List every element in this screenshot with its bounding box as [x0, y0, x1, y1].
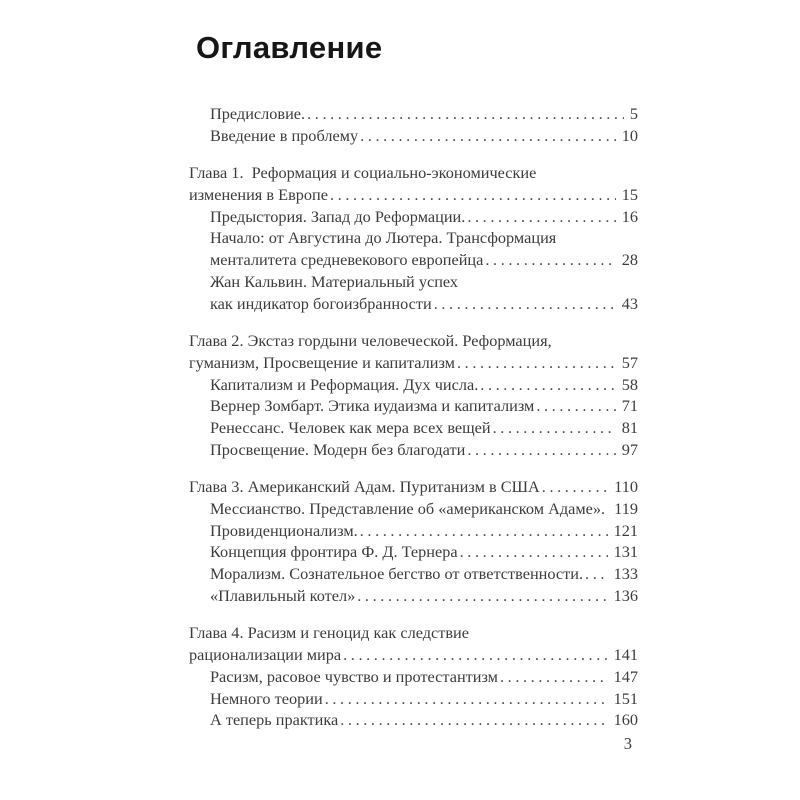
toc-page-number: 141: [613, 645, 638, 665]
toc-entry: [189, 227, 638, 249]
toc-entry-text: Мессианство. Представление об «американском Адаме».: [210, 499, 606, 518]
toc-entry-text: А теперь практика: [210, 710, 339, 730]
toc-entry-text: Предыстория. Запад до Реформации.: [210, 206, 466, 226]
toc-entry: [189, 585, 638, 607]
toc-entry: [189, 688, 638, 710]
toc-entry-text: Глава 3. Американский Адам. Пуританизм в США: [189, 477, 540, 497]
toc-entry: [189, 520, 638, 542]
toc-entry: [189, 352, 638, 374]
toc-entry: [189, 498, 638, 520]
toc-entry-text: Концепция фронтира Ф. Д. Тернера: [210, 542, 458, 562]
toc-entry-text: Немного теории: [210, 688, 323, 708]
toc-entry: [189, 666, 638, 688]
toc-page-number: 57: [621, 352, 638, 372]
toc-entry-text: Глава 1. Реформация и социально-экономические: [189, 163, 537, 183]
page-title: Оглавление: [196, 30, 383, 65]
toc-page-number: 133: [613, 564, 638, 584]
toc-entry: [189, 622, 638, 644]
toc-entry: [189, 206, 638, 228]
dot-leader: [360, 125, 616, 147]
toc-page-number: 58: [621, 374, 638, 394]
toc-page-number: 43: [621, 293, 638, 313]
dot-leader: [457, 352, 616, 374]
toc-page-number: 5: [629, 104, 638, 123]
dot-leader: [467, 206, 615, 228]
toc-entry-text: Предисловие.: [210, 104, 306, 123]
dot-leader: [343, 644, 607, 666]
dot-leader: [467, 439, 615, 461]
toc-page-number: 151: [613, 688, 638, 708]
toc-page-number: 16: [621, 206, 638, 226]
dot-leader: [325, 688, 608, 710]
toc-page-number: 15: [621, 185, 638, 205]
toc-group: [189, 103, 638, 146]
toc-group: [189, 330, 638, 460]
toc-entry: [189, 162, 638, 184]
dot-leader: [330, 184, 616, 206]
toc-entry: [189, 103, 638, 125]
toc-entry: [189, 541, 638, 563]
toc-entry-text: рационализации мира: [189, 645, 342, 665]
toc-group: [189, 622, 638, 730]
toc-page-number: 160: [613, 710, 638, 730]
dot-leader: [357, 585, 607, 607]
toc-entry-text: гуманизм, Просвещение и капитализм: [189, 352, 455, 372]
toc-page-number: 97: [621, 439, 638, 459]
toc-entry: [189, 644, 638, 666]
toc-entry: [189, 395, 638, 417]
toc-entry: [189, 439, 638, 461]
toc-page-number: 10: [621, 125, 638, 145]
toc-entry-text: Капитализм и Реформация. Дух числа.: [210, 374, 479, 394]
toc-entry-text: Просвещение. Модерн без благодати: [210, 439, 466, 459]
toc-entry-text: Провиденционализм.: [210, 520, 358, 540]
toc-page-number: 131: [613, 542, 638, 562]
toc-entry-text: «Плавильный котел»: [210, 585, 356, 605]
toc-entry: [189, 249, 638, 271]
toc-entry-text: Глава 4. Расизм и геноцид как следствие: [189, 623, 469, 643]
dot-leader: [500, 666, 608, 688]
toc-page-number: 119: [614, 499, 638, 518]
toc-page-number: 28: [621, 250, 638, 270]
toc-entry-text: Введение в проблему: [210, 125, 359, 145]
toc-page-number: 71: [621, 396, 638, 416]
dot-leader: [307, 103, 624, 125]
toc-entry: [189, 125, 638, 147]
toc-entry-text: Морализм. Сознательное бегство от ответственности.: [210, 564, 584, 584]
dot-leader: [585, 563, 608, 585]
dot-leader: [607, 498, 608, 520]
toc-entry-text: Расизм, расовое чувство и протестантизм: [210, 666, 498, 686]
toc-page-number: 136: [613, 585, 638, 605]
dot-leader: [480, 374, 615, 396]
toc-entry: [189, 293, 638, 315]
dot-leader: [434, 293, 616, 315]
toc-entry: [189, 330, 638, 352]
toc-entry: [189, 563, 638, 585]
table-of-contents: [189, 103, 638, 731]
page-number: 3: [623, 734, 632, 753]
toc-entry: [189, 709, 638, 731]
toc-entry-text: как индикатор богоизбранности: [210, 293, 432, 313]
toc-entry: [189, 417, 638, 439]
dot-leader: [542, 476, 608, 498]
toc-group: [189, 476, 638, 606]
toc-entry-text: Жан Кальвин. Материальный успех: [210, 271, 459, 291]
toc-page-number: 81: [621, 417, 638, 437]
dot-leader: [485, 249, 615, 271]
toc-entry: [189, 476, 638, 498]
toc-page-number: 121: [613, 520, 638, 540]
dot-leader: [460, 541, 608, 563]
toc-group: [189, 162, 638, 314]
toc-entry-text: Глава 2. Экстаз гордыни человеческой. Реформация,: [189, 331, 552, 351]
toc-page-number: 147: [613, 666, 638, 686]
toc-entry-text: Ренессанс. Человек как мера всех вещей: [210, 417, 491, 437]
toc-entry-text: Начало: от Августина до Лютера. Трансформация: [210, 228, 557, 248]
toc-entry-text: Вернер Зомбарт. Этика иудаизма и капитализм: [210, 396, 535, 416]
dot-leader: [536, 395, 615, 417]
toc-entry: [189, 271, 638, 293]
toc-entry-text: изменения в Европе: [189, 185, 328, 205]
dot-leader: [360, 520, 608, 542]
toc-entry: [189, 374, 638, 396]
dot-leader: [493, 417, 616, 439]
dot-leader: [340, 709, 607, 731]
toc-entry-text: менталитета средневекового европейца: [210, 250, 484, 270]
toc-entry: [189, 184, 638, 206]
toc-page-number: 110: [614, 477, 638, 497]
